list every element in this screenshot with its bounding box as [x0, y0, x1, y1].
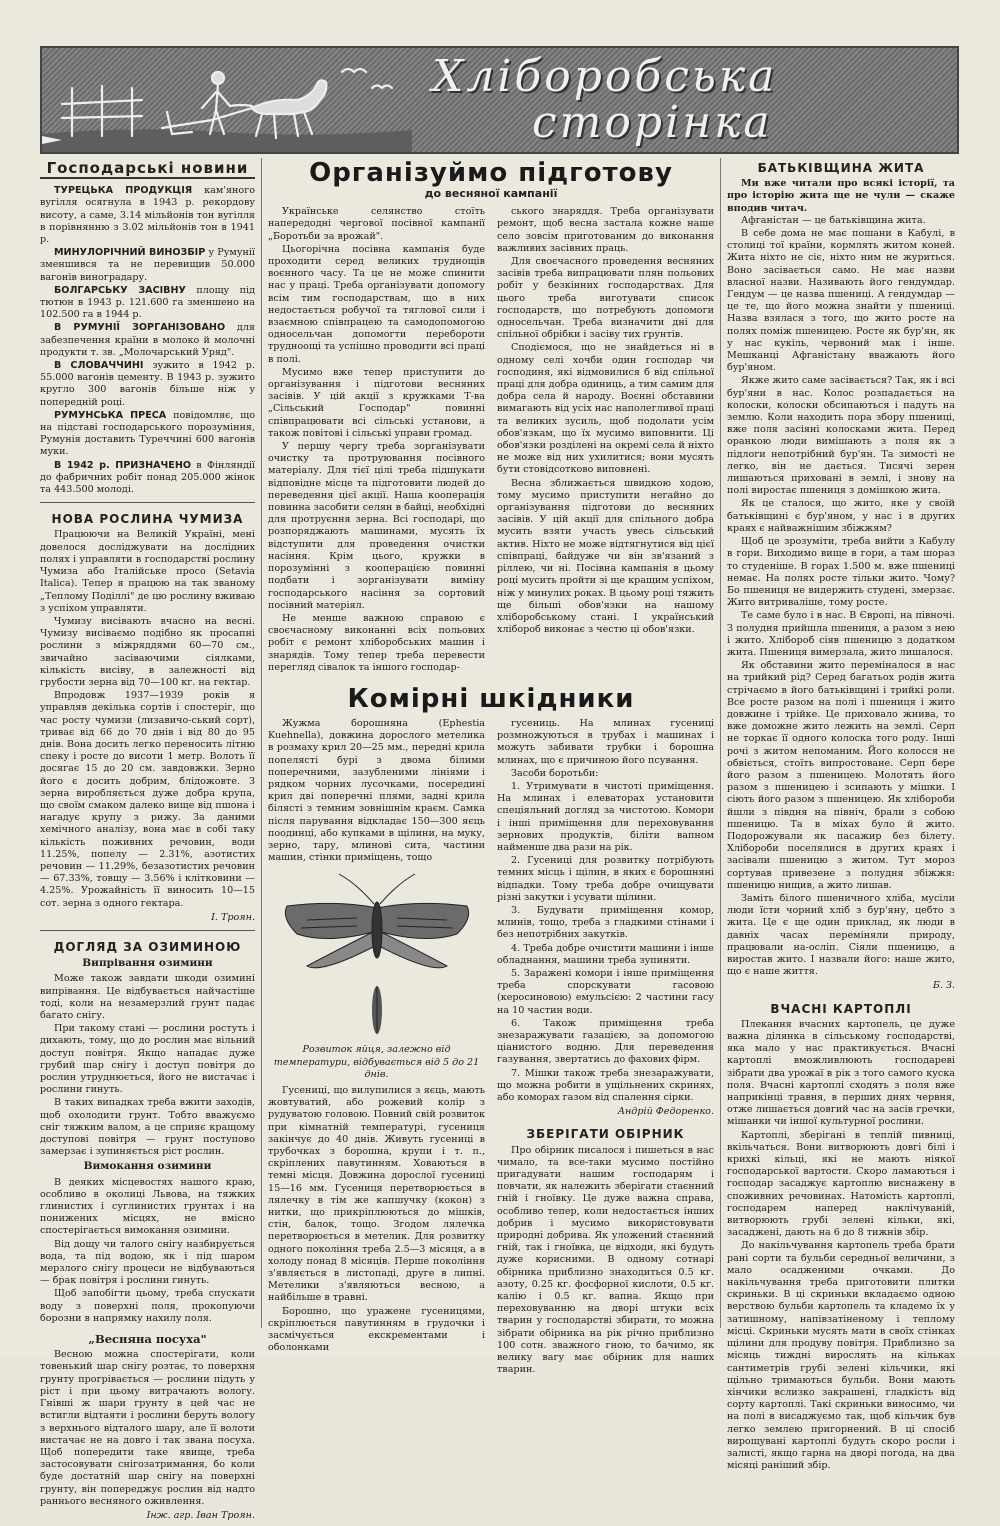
plant-paragraph: Працюючи на Великій Україні, мені довелося досліджувати на дослідних полях і управляти в господарстві рослину Чумиза або Італійське просо (Setavia Italica). Тепер я працюю на так званому „Теплому Поділлі" де цю рослину вживаю з успіхом управляти.	[40, 529, 255, 614]
care-subheading-2: Вимокання озимини	[83, 1160, 212, 1173]
pests-paragraph: 5. Заражені комори і інше приміщення треба спорскувати гасовою (керосиновою) емульсією: 2 частини гасу на 10 частин води.	[497, 967, 714, 1016]
news-item: БОЛГАРСЬКУ ЗАСІВНУ площу під тютюн в 1943 р. 121.600 га зменшено на 102.500 га в 1944 р.	[40, 284, 255, 321]
care-subheading-1: Випрівання озимини	[82, 957, 213, 970]
plant-heading: НОВА РОСЛИНА ЧУМИЗА	[51, 512, 244, 527]
right-column	[727, 158, 955, 1472]
spring-heading: „Весняна посуха"	[88, 1332, 207, 1347]
divider	[40, 502, 255, 503]
lead-paragraph: Українське селянство стоїть напередодні чергової посівної кампанії „Боротьби за врожай".	[268, 206, 485, 242]
rye-signature: Б. З.	[932, 980, 955, 992]
manure-paragraph: Про обірник писалося і пишеться в нас чимало, та все-таки мусимо постійно пригадувати нашим господарям і повчати, як належить зберігати стаєнний гній і гноївку. Це дуже важна справа, особливо тепер, коли недостається інших добрив і мусимо використовувати природні добрива. Як уложений стаєнний гній, так і гноївка, це відходи, які будуть дуже корисними. В одному сотнарі обірника приблизно знаходиться 0.5 кг. азоту, 0.25 кг. фосфорної кислоти, 0.5 кг. калію і 0.5 кг. вапна. Якщо при переховуванню на дворі штуки всіх тварин у господарстві збирати, то можна зібрати обірника на рік річно приблизно 100 сотн. зважного гною, то бачимо, як велику вагу має обірник для наших тварин.	[497, 1144, 714, 1376]
rye-paragraph: Як обставини жито переміналося в нас на трийкий рід? Серед багатьох родів жита стрічаємо в його батьківщині і трийкі роли. Все росте разом на полі і пшениця і жито довжине і трійке. Це приховало жнива, то вже доможне жито лежить на землі. Серп не торкає її одного колоска того роду. Інші рочі з житом непоманим. Його колосся не обвіється, стоїть випростоване. Серп бере його разом з пшеницею. Молотять його разом з пшеницею і зсипають у мішки. І сіють його разом з пшеницею. Як хлібороби йшли з півдня на північ, брали з собою пшеницю. Та в міхах було й жито. Подорожували як пасажир без білету. Хлібороби поселялися в других краях і засівали пшеницю з житом. Тут мороз сортував привезене з полудня збіжжя: пшеницю нищив, а жито лишав.	[727, 660, 955, 891]
pests-paragraph: 4. Треба добре очистити машини і інше обладнання, машини треба зупиняти.	[497, 942, 714, 966]
potato-paragraph: До накільчування картопель треба брати рані сорти та бульби середньої величини, з мало осадженими очками. До накільчування треба приготовити плитки скриньки. В ці скриньки вкладаємо одною верствою бульби картопель та кладемо їх у затишному, напівзатіненому і теплому місці. Скриньки мусять мати в своїх стінках щілини для продуву повітря. Приблизно за місяць тиждні вирослять на кільках сантиметрів грубі зелені кільчики, які щільно тримаються бульби. Вони мають хінчики вслизко закрашені, гладкість від сорту картоплі. Такі скриньки виносимо, чи на полі в висаджуємо так, щоб кільчик був легко землею пригорнений. В ці спосіб вирощувані картоплі будуть скоро росли і залисті, якщо гарна на дворі погода, на два місяці раніший збір.	[727, 1240, 955, 1472]
pests-paragraph: 2. Гусениці для розвитку потрібують темних місць і щілин, в яких є борошняні відпадки. Тому треба добре очищувати різні закутки і усувати щілини.	[497, 855, 714, 903]
news-item: В 1942 р. ПРИЗНАЧЕНО в Фінляндії до фабричних робіт понад 205.000 жінок та 443.500 молоді.	[40, 459, 255, 496]
rye-heading: БАТЬКІВЩИНА ЖИТА	[757, 161, 925, 175]
care-paragraph: В деяких місцевостях нашого краю, особливо в околиці Львова, на тяжких глинистих і суглинистих грунтах і на понижених місцях, не вмісно спостерігається вимокання озимини.	[40, 1176, 255, 1237]
lead-article-left	[268, 206, 485, 674]
care-article-2	[40, 1177, 255, 1325]
ploughman-illustration	[42, 48, 412, 152]
column-divider	[261, 158, 262, 1328]
pests-right	[497, 718, 714, 1377]
news-item: МИНУЛОРІЧНИЙ ВИНОЗБІР у Румунії зменшився та не перевищив 50.000 вагонів виноградару.	[40, 247, 255, 283]
plant-signature: І. Троян.	[211, 911, 255, 923]
lead-article-right	[497, 206, 714, 674]
pests-paragraph: Борошно, що уражене гусеницями, скріплюється павутинням в грудочки і засмічується екскрементами і оболонками	[268, 1305, 485, 1354]
news-item-lead: БОЛГАРСЬКУ ЗАСІВНУ	[54, 284, 186, 296]
plant-paragraph: Впродовж 1937—1939 років я управляв декілька сортів і спостеріг, що час росту чумизи (лизавичо-ський сорт), триває від 66 до 70 днів і від 80 до 95 днів. Вона досить легко переносить літню спеку і росте до висоти 1 метр. Волоть її досягає 15 до 20 см. завдовжки. Зерно його є досить добрим, блідожовте. З зерна виробляється дуже добра крупа, що своїм смаком далеко вище від пшона і нагадує крупу з рижу. За даними хемічного аналізу, вона має в собі таку кількість поживних речовин, води 11.25%, попелу — 2.31%, азотистих речовин — 11.29%, безазотистих речовин — 67.33%, товщу — 3.56% і клітковини — 4.25%. Урожайність її виносить 10—15 сот. зерна з одного гектара.	[40, 690, 255, 909]
lead-article-subtitle: до весняної кампанії	[424, 187, 558, 200]
lead-paragraph: У першу чергу треба зорганізувати очистку та протруювання посівного матеріалу. Для тієї цілі треба підшукати відповідне місце та підготовити людей до переведення цієї акції. Наша кооперація повинна засобити селян в байці, необхідні для протруєння зерна. Всі господарі, що розпоряджають машинами, мусять їх відступити для проведення очистки насіння. Крім цього, кружки в порозумінні з кооперацією повинні подбати і зорганізувати виміну господарського насіння за сортовий посівний матеріял.	[268, 441, 485, 611]
lead-paragraph: Для своєчасного проведення весняних засівів треба випрацювати плян польових робіт у безкінних господарствах. Для цього треба виготувати список господарств, що потребують допомоги односельчан. Треба визначити дні для спільної обрібки і засіву тих грунтів.	[497, 256, 714, 341]
care-paragraph: Щоб запобігти цьому, треба спускати воду з поверхні поля, прокопуючи борозни в напрямку нахилу поля.	[40, 1288, 255, 1324]
column-divider	[720, 158, 721, 1328]
lead-article-title: Організуймо підготову	[309, 158, 673, 188]
lead-paragraph: Мусимо вже тепер приступити до організування і підготови весняних засівів. У цій акції з кружками Т-ва „Сільський Господар" повинні співпрацювати всі сільські установи, а також повітові і сільські управи громад.	[268, 366, 485, 439]
news-item-lead: В РУМУНІЇ ЗОРГАНІЗОВАНО	[54, 322, 226, 334]
news-item: РУМУНСЬКА ПРЕСА повідомляє, що на підставі господарського порозуміння, Румунія доставить Туреччині 600 вагонів муки.	[40, 409, 255, 458]
care-paragraph: Може також завдати шкоди озимині випрівання. Це відбувається найчастіше тоді, коли на незамерзлий грунт падає багато снігу.	[40, 973, 255, 1021]
news-item: В РУМУНІЇ ЗОРГАНІЗОВАНО для забезпечення країни в молоко й молочні продукти т. зв. „Молочарський Уряд".	[40, 322, 255, 358]
care-heading: ДОГЛЯД ЗА ОЗИМИНОЮ	[53, 939, 242, 954]
plant-paragraph: Чумизу висівають вчасно на весні. Чумизу висіваємо подібно як просапні рослини з міжряддями 60—70 см., звичайно засіваючими сіялками, кількість висіву, в залежності від грубости зерна від 70—100 кг. на гектар.	[40, 615, 255, 688]
spring-paragraph: Весною можна спостерігати, коли товенький шар снігу розтає, то поверхня грунту прогрівається — рослини підуть у ріст і при цьому витрачають вологу. Гнівші ж шари грунту в цей час не встигли відтаяти і рослини беруть вологу з верхнього відталого шару, але її волоти вистачає не на довго і так звана посуха. Щоб попередити таке явище, треба застосовувати снігозатримання, бо коли буде достатній шар снігу на поверхні грунту, він попереджує рослин від надто раннього весняного оживлення.	[40, 1349, 255, 1507]
news-list	[40, 185, 255, 496]
center-column	[268, 158, 714, 1376]
care-paragraph: В таких випадках треба вжити заходів, щоб охолодити грунт. Тобто вважуємо сніг тяжким валом, а це сприяє кращому доступові повітря — грунт поступово замерзає і зупиняється ріст рослин.	[40, 1097, 255, 1158]
pests-paragraph: гусениць. На млинах гусениці розмножуються в трубах і машинах і можуть забивати трубки і борошна млинах, що є причиною його псування.	[497, 717, 714, 766]
rye-paragraph: Заміть білого пшеничного хліба, мусіли люди їсти чорний хліб з бур'яну, цебто з жита. Це є ще один приклад, як люди в давніх часах переміняли природу, працювали на-осліп. Сіяли пшеницю, а виростав жито. І назвали його: наше жито, що є наше життя.	[727, 892, 955, 978]
pests-title: Комірні шкідники	[347, 683, 635, 714]
masthead-title	[412, 51, 952, 148]
moth-illustration	[277, 870, 477, 1040]
news-item-lead: В 1942 р. ПРИЗНАЧЕНО	[54, 459, 192, 471]
potato-paragraph: Картоплі, зберігані в теплій пивниці, вкільчаться. Вони витворюють довгі білі і крихкі кільці, які не мають ніякої господарської вартости. Скоро ламаються і господар засаджує картоплю виснажену в споживних речовинах. Натомість картоплі, господарем наперед наклічуваній, витворюють грубі зелені кільки, які, засаджені, дають на 6 до 8 тижнів збір.	[727, 1129, 955, 1239]
care-paragraph: Від дощу чи талого снігу назбирується вода, та під водою, як і під шаром мерзлого снігу процеси не відбуваються — брак повітря і рослини гинуть.	[40, 1238, 255, 1287]
news-heading: Господарські новини	[40, 162, 255, 179]
pests-paragraph: 1. Утримувати в чистоті приміщення. На млинах і елеваторах установити спеціяльний догляд за чистотою. Комори і інші приміщення для переховування зернових продуктів, біліти вапном найменше два рази на рік.	[497, 780, 714, 853]
rye-paragraph: Афганістан — це батьківщина жита.	[741, 214, 926, 226]
rye-paragraph: Якже жито саме засівається? Так, як і всі бур'яни в нас. Колос розпадається на колоски, колоски обсипаються і падуть на землю. Коли находить пора збору пшениці, вже поля засіяні колосками жита. Перед оранкою люди вимішають з поля як з підлоги непотрібний бур'ян. Та зимості не легко, він не дається. Тисячі зерен лишаються приховані в землі, і знову на полі виростає пшениця з домішкою жита.	[727, 375, 955, 497]
left-column	[40, 158, 255, 1526]
pests-paragraph: 6. Також приміщення треба знезаражувати газацією, за допомогою ціанистого водню. Для переведення газування, звертатись до фахових фірм.	[497, 1017, 714, 1066]
potato-paragraph: Плекання вчасних картопель, це дуже важна ділянка в сільському господарстві, яка мало у нас практикується. Вчасні картоплі вможливлюють господареві зібрати два урожаї в рік з того самого куска поля. Вчасні картоплі сходять з поля вже наприкінці травня, в перших днях червня, отже лишається довгий час на засів гречки, мішанки чи іншої культурної рослини.	[727, 1018, 955, 1128]
news-item-lead: РУМУНСЬКА ПРЕСА	[54, 409, 167, 421]
pests-body	[268, 718, 714, 1377]
pests-left	[268, 718, 485, 1377]
pests-paragraph: Жужма борошняна (Ephestia Kuehnella), довжина дорослого метелика в розмаху крил 20—25 мм., передні крила попелясті бурі з двома білими поперечними, зазубленими лініями і рядком чорних лусочками, посередині крил дві поперечні плями, задні крила білясті з темним зовнішнім краєм. Самка після парування відкладає 150—300 яєць поодинці, або купками в щілини, на муку, зерно, тару, млинові сита, частини машин, стінки приміщень, тощо	[268, 717, 485, 864]
lead-article-body	[268, 206, 714, 674]
masthead-title-line2: сторінка	[532, 97, 773, 148]
rye-article	[727, 215, 955, 979]
news-item: ТУРЕЦЬКА ПРОДУКЦІЯ кам'яного вугілля осягнула в 1943 р. рекордову висоту, а саме, 3.14 мільйонів тон вугілля в порівнянню з 3.02 мільйонів тон в 1941 р.	[40, 185, 255, 246]
care-paragraph: При такому стані — рослини ростуть і дихають, тому, що до рослин має вільний доступ повітря. Якщо нападає дуже грубий шар снігу і доступ повітря до рослин утруднюється, його не вистачає і рослини гинуть.	[40, 1023, 255, 1096]
lead-paragraph: ського знаряддя. Треба організувати ремонт, щоб весна застала кожне наше село зовсім приготованим до виконання важливих засівних праць.	[497, 206, 714, 254]
spring-signature: Інж. агр. Іван Троян.	[146, 1509, 255, 1521]
moth-caption: Розвиток яйця, залежно від температури, відбувається від 5 до 21 днів.	[273, 1044, 480, 1080]
pests-paragraph: 3. Будувати приміщення комор, млинів, тощо, треба з гладкими стінами і без непотрібних закутків.	[497, 904, 714, 941]
lead-paragraph: Цьогорічна посівна кампанія буде проходити серед великих труднощів воєнного часу. Та це не може спинити нас у праці. Треба організувати допомогу всім тим господарствам, що в них недостається робучої та тяглової сили і взаємною співпрацею та самодопомогою односельчан допомогти перебороти трудноощі та успішно проводити всі праці в полі.	[268, 243, 485, 365]
lead-paragraph: Сподіємося, що не знайдеться ні в одному селі хочби один господар чи господиня, які відмовилися б від спільної праці для добра одиниць, а тим самим для добра села й народу. Воєнні обставини вимагають від усіх нас наполегливої праці та великих зусиль, щоб подолати усім обов'язкам, що їх мусимо виповнити. Ці обов'язки розділені на окремі села й ніхто не може від них ухилитися; вони мусять бути стовідсотково виповнені.	[497, 342, 714, 476]
rye-paragraph: В себе дома не має пошани в Кабулі, в столиці тої країни, кормлять житом коней. Жита ніхто не сіє, ніхто ним не журиться. Воно засівається само. Не має назви власної назви. Називають його гендумдар. Гендум — це назва пшениці. А гендумдар — це те, що його можна знайти у пшениці. Назва взялася з того, що жито росте на полях поміж пшеницею. Росте як бур'ян, як у нас кукіль, червоний мак і інше. Мешканці Афганістану вважають його бур'яном.	[727, 228, 955, 374]
masthead-title-line1: Хліборобська	[432, 51, 778, 102]
news-item-lead: ТУРЕЦЬКА ПРОДУКЦІЯ	[54, 185, 193, 197]
rye-paragraph: Як це сталося, що жито, яке у своїй батьківщині є бур'яном, у нас і в других краях є найважнішим збіжжям?	[727, 498, 955, 534]
rye-paragraph: Щоб це зрозуміти, треба вийти з Кабулу в гори. Виходимо вище в гори, а там шораз то студеніше. В горах 1.500 м. вже пшениці немає. На полях росте тільки жито. Чому? Бо пшениця не видержить студені, змерзає. Жито витриваліше, тому росте.	[727, 536, 955, 609]
lead-paragraph: Весна зближається швидкою ходою, тому мусимо приступити негайно до організування підготови до весняних засівів. У цій акції для спільного добра мусить взяти участь увесь сільський актив. Ніхто не може відтягнутися від цієї співпраці, байдуже чи він зв'язаний з ріллею, чи ні. Посівна кампанія в цьому році мусить пройти зі ще кращим успіхом, ніж у минулих роках. В цьому році тяжить ще більші обов'язки на нашому хліборобському стані. І український хлібороб виконає з честю ці обов'язки.	[497, 477, 714, 636]
pests-paragraph: 7. Мішки також треба знезаражувати, що можна робити в ущільнених скринях, або коморах газом від спалення сірки.	[497, 1067, 714, 1104]
potato-heading: ВЧАСНІ КАРТОПЛІ	[770, 1001, 912, 1016]
pests-paragraph: Гусениці, що вилупилися з яєць, мають жовтуватий, або рожевий колір з рудуватою головою. Повний свій розвиток при кімнатній температурі, гусениця закінчує до 40 днів. Живуть гусениці в трубочках з борошна, крупи і т. п., скріплених павутинням. Ховаються в темні місця. Довжина дорослої гусениці 15—16 мм. Гусениця перетворюється в лялечку в тім же капшучку (кокон) з нитки, що прикріплюються до мішків, стін, балок, тощо. Згодом лялечка перетворюється в метелик. Для розвитку одного покоління треба 2.5—3 місяця, а в холоду понад 8 місяців. Перше покоління з'являється в листопаді, друге в липні. Метелики з'являються весною, а найбільше в травні.	[268, 1084, 485, 1304]
pests-signature: Андрій Федоренко.	[617, 1106, 714, 1118]
pests-paragraph: Засоби боротьби:	[511, 767, 599, 779]
manure-heading: ЗБЕРІГАТИ ОБІРНИК	[526, 1127, 685, 1142]
news-item-lead: МИНУЛОРІЧНИЙ ВИНОЗБІР	[54, 247, 206, 259]
potato-article	[727, 1019, 955, 1473]
rye-paragraph: Те саме було і в нас. В Європі, на півночі. З полудня прийшла пшениця, а разом з нею і жито. Хлібороб сіяв пшеницю з додатком жита. Пшениця вимерзала, жито лишалося.	[727, 610, 955, 658]
divider	[40, 930, 255, 931]
care-article-1	[40, 973, 255, 1158]
lead-paragraph: Не менше важною справою є своєчасному виконанні всіх польових робіт є ремонт хліборобських машин і знарядів. Тому тепер треба перевести перегляд сівалок та іншого господар-	[268, 612, 485, 673]
news-item-lead: В СЛОВАЧЧИНІ	[54, 360, 144, 372]
rye-intro: Ми вже читали про всякі історії, та про історію жита ще не чули — скаже вподив читач.	[727, 178, 955, 214]
news-item: В СЛОВАЧЧИНІ зужито в 1942 р. 55.000 вагонів цементу. В 1943 р. зужито кругло 300 вагонів більше ніж у попередній році.	[40, 360, 255, 408]
masthead-banner	[40, 46, 959, 154]
plant-article	[40, 529, 255, 909]
